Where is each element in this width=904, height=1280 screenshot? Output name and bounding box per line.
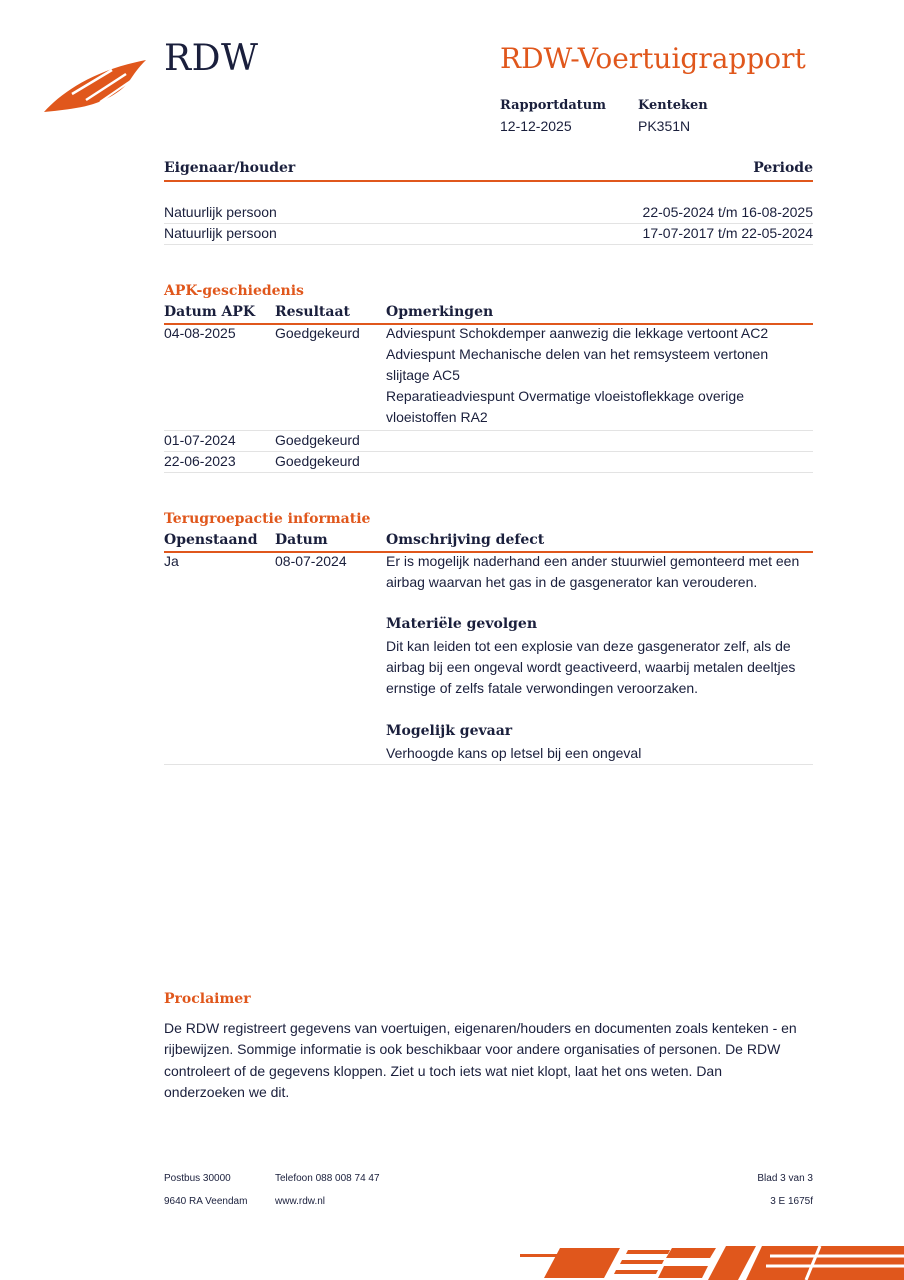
footer-website-link[interactable]: www.rdw.nl <box>275 1196 326 1207</box>
footer-city: 9640 RA Veendam <box>164 1196 248 1207</box>
danger-text: Verhoogde kans op letsel bij een ongeval <box>386 745 642 761</box>
apk-date: 04-08-2025 <box>164 325 236 341</box>
apk-remark: Reparatieadviespunt Overmatige vloeistoflekkage overige vloeistoffen RA2 <box>386 388 744 425</box>
rdw-stripes-graphic <box>520 1244 904 1280</box>
report-date-value: 12-12-2025 <box>500 118 572 134</box>
apk-row <box>164 451 813 473</box>
owner-period: 17-07-2017 t/m 22-05-2024 <box>642 225 813 241</box>
plate-value: PK351N <box>638 118 691 134</box>
footer-page-number: Blad 3 van 3 <box>757 1173 813 1184</box>
recall-date-column-header: Datum <box>275 532 328 548</box>
apk-section-title: APK-geschiedenis <box>164 283 304 299</box>
owners-header <box>164 160 813 182</box>
recall-table-header <box>164 532 813 553</box>
apk-row <box>164 430 813 452</box>
apk-remark: Adviespunt Mechanische delen van het remsysteem vertonen slijtage AC5 <box>386 346 769 383</box>
logo-text: RDW <box>164 38 259 79</box>
recall-description: Er is mogelijk naderhand een ander stuurwiel gemonteerd met een airbag waarvan het gas in de gasgenerator kan verouderen. <box>386 553 800 590</box>
danger-heading: Mogelijk gevaar <box>386 723 513 739</box>
plate-label: Kenteken <box>638 98 708 113</box>
footer-postbox: Postbus 30000 <box>164 1173 231 1184</box>
proclaimer-title: Proclaimer <box>164 991 251 1007</box>
apk-result-column-header: Resultaat <box>275 304 350 320</box>
owner-column-header: Eigenaar/houder <box>164 160 296 176</box>
apk-row <box>164 323 813 431</box>
report-date-label: Rapportdatum <box>500 98 606 113</box>
footer-document-code: 3 E 1675f <box>770 1196 813 1207</box>
page-title: RDW-Voertuigrapport <box>500 42 806 75</box>
recall-description-column-header: Omschrijving defect <box>386 532 545 548</box>
recall-date-value: 08-07-2024 <box>275 553 347 569</box>
owner-type: Natuurlijk persoon <box>164 204 277 220</box>
proclaimer-body: De RDW registreert gegevens van voertuigen, eigenaren/houders en documenten zoals kenteken - en rijbewijzen. Sommige informatie is ook beschikbaar voor andere organisaties of personen. De RDW controleert of de gegevens kloppen. Ziet u toch iets wat niet klopt, laat het ons weten. Dan onderzoeken we dit. <box>164 1020 797 1100</box>
apk-result: Goedgekeurd <box>275 453 360 469</box>
apk-remarks-column-header: Opmerkingen <box>386 304 494 320</box>
apk-table-header <box>164 304 813 325</box>
apk-result: Goedgekeurd <box>275 432 360 448</box>
recall-open-column-header: Openstaand <box>164 532 258 548</box>
apk-remark: Adviespunt Schokdemper aanwezig die lekkage vertoont AC2 <box>386 325 769 341</box>
apk-date: 22-06-2023 <box>164 453 236 469</box>
consequences-heading: Materiële gevolgen <box>386 616 538 632</box>
owner-type: Natuurlijk persoon <box>164 225 277 241</box>
owner-row <box>164 202 813 224</box>
period-column-header: Periode <box>753 160 813 176</box>
owner-row <box>164 223 813 245</box>
apk-date-column-header: Datum APK <box>164 304 256 320</box>
footer-phone: Telefoon 088 008 74 47 <box>275 1173 380 1184</box>
apk-result: Goedgekeurd <box>275 325 360 341</box>
apk-date: 01-07-2024 <box>164 432 236 448</box>
consequences-text: Dit kan leiden tot een explosie van deze gasgenerator zelf, als de airbag bij een ongeval wordt geactiveerd, waarbij metalen deeltjes ernstige of zelfs fatale verwondingen veroorzaken. <box>386 638 796 696</box>
recall-row <box>164 551 813 765</box>
rdw-feather-logo-icon <box>42 58 148 114</box>
owner-period: 22-05-2024 t/m 16-08-2025 <box>642 204 813 220</box>
recall-open-value: Ja <box>164 553 179 569</box>
recall-section-title: Terugroepactie informatie <box>164 511 371 527</box>
apk-remarks <box>386 323 806 428</box>
